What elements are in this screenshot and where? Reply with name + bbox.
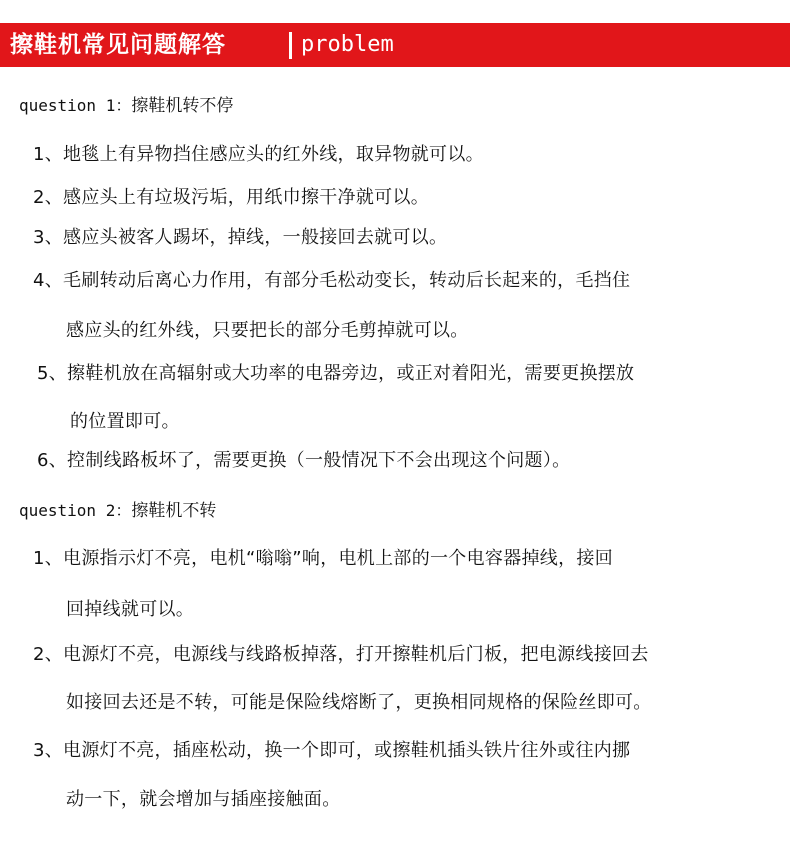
q2-answer-line: 回掉线就可以。 bbox=[66, 599, 195, 620]
page-subtitle: problem bbox=[301, 32, 394, 57]
q1-answer-line: 的位置即可。 bbox=[70, 411, 180, 432]
question-1-heading bbox=[19, 91, 233, 116]
question-2-title: 擦鞋机不转 bbox=[131, 501, 217, 521]
header-banner bbox=[0, 23, 790, 67]
q2-answer-line: 3、电源灯不亮，插座松动，换一个即可，或擦鞋机插头铁片往外或往内挪 bbox=[33, 740, 631, 761]
q1-answer-line: 5、擦鞋机放在高辐射或大功率的电器旁边，或正对着阳光，需要更换摆放 bbox=[37, 363, 635, 384]
q1-answer-line: 1、地毯上有异物挡住感应头的红外线，取异物就可以。 bbox=[33, 144, 484, 165]
title-divider bbox=[289, 32, 292, 59]
question-1-prefix: question 1： bbox=[19, 96, 132, 115]
q2-answer-line: 动一下，就会增加与插座接触面。 bbox=[66, 789, 341, 810]
q1-answer-line: 3、感应头被客人踢坏，掉线，一般接回去就可以。 bbox=[33, 227, 448, 248]
q1-answer-line: 感应头的红外线，只要把长的部分毛剪掉就可以。 bbox=[66, 320, 469, 341]
q2-answer-line: 2、电源灯不亮，电源线与线路板掉落，打开擦鞋机后门板，把电源线接回去 bbox=[33, 644, 649, 665]
q1-answer-line: 6、控制线路板坏了，需要更换（一般情况下不会出现这个问题）。 bbox=[37, 450, 571, 471]
question-2-heading bbox=[19, 496, 216, 521]
q1-answer-line: 2、感应头上有垃圾污垢，用纸巾擦干净就可以。 bbox=[33, 187, 430, 208]
question-1-title: 擦鞋机转不停 bbox=[131, 96, 234, 116]
page-title: 擦鞋机常见问题解答 bbox=[10, 32, 226, 58]
question-2-prefix: question 2： bbox=[19, 501, 132, 520]
q2-answer-line: 1、电源指示灯不亮，电机“嗡嗡”响，电机上部的一个电容器掉线，接回 bbox=[33, 548, 613, 569]
q1-answer-line: 4、毛刷转动后离心力作用，有部分毛松动变长，转动后长起来的，毛挡住 bbox=[33, 270, 631, 291]
q2-answer-line: 如接回去还是不转，可能是保险线熔断了，更换相同规格的保险丝即可。 bbox=[66, 692, 652, 713]
